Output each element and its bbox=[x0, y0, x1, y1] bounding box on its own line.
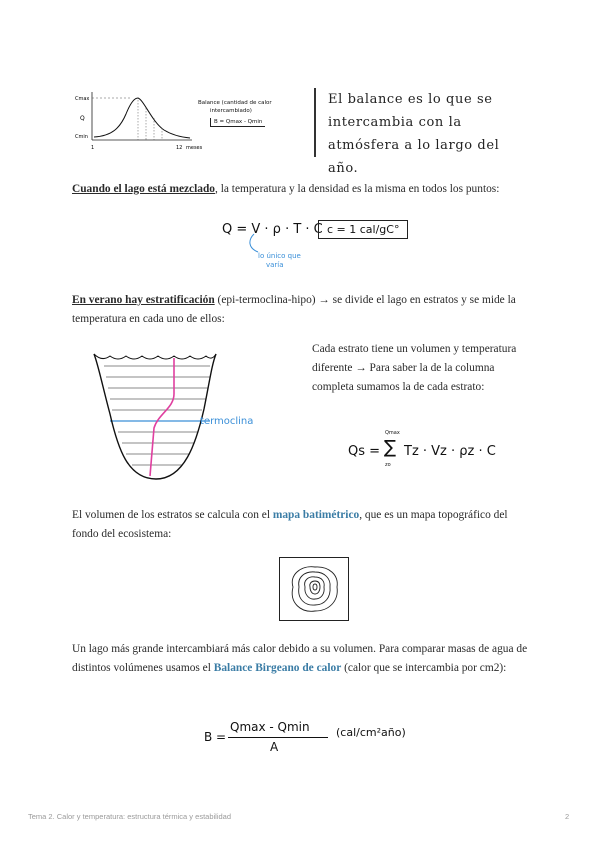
stratification-rest: (epi-termoclina-hipo) → se divide el lago en estratos y se mide la temperatura en cada uno de ellos: bbox=[72, 294, 516, 325]
bathymetric-before: El volumen de los estratos se calcula con el bbox=[72, 509, 273, 521]
stratum-lines bbox=[104, 366, 210, 465]
lake-basin bbox=[94, 354, 216, 479]
bathymetric-after: , que es un mapa topográfico del fondo del ecosistema: bbox=[72, 509, 508, 540]
heat-formula-main: Q = V · ρ · T · C bbox=[222, 222, 323, 237]
sum-top-label: Qmax bbox=[385, 430, 400, 436]
balance-note-line2: intercambiado) bbox=[210, 108, 252, 114]
birgean-formula-lhs: B = bbox=[204, 730, 227, 744]
birgean-after: (calor que se intercambia por cm2): bbox=[341, 662, 507, 674]
bathymetric-map bbox=[279, 557, 349, 621]
specific-heat-box bbox=[318, 220, 408, 239]
strata-formula bbox=[348, 430, 518, 474]
birgean-before: Un lago más grande intercambiará más calor debido a su volumen. Para comparar masas de agua de distintos volúmenes usamos el bbox=[72, 643, 528, 674]
footer-title: Tema 2. Calor y temperatura: estructura térmica y estabilidad bbox=[28, 812, 232, 821]
stratification-lead: En verano hay estratificación bbox=[72, 294, 215, 306]
specific-heat-value: c = 1 cal/gC° bbox=[327, 223, 400, 236]
balance-note bbox=[198, 99, 272, 127]
paragraph-stratification bbox=[72, 291, 532, 329]
strata-text: Cada estrato tiene un volumen y temperatura diferente → Para saber la de la columna completa sumamos la de cada estrato: bbox=[312, 343, 517, 393]
heat-formula bbox=[222, 222, 323, 237]
mixed-lake-lead: Cuando el lago está mezclado bbox=[72, 183, 216, 195]
thermocline-label: termoclina bbox=[200, 416, 254, 427]
temperature-profile bbox=[150, 358, 174, 476]
mixed-lake-rest: , la temperatura y la densidad es la misma en todos los puntos: bbox=[215, 183, 500, 195]
birgean-formula bbox=[204, 720, 434, 764]
x-label-start: 1 bbox=[91, 145, 95, 151]
sum-bottom-label: zo bbox=[385, 462, 391, 468]
volume-note-line1: lo único que bbox=[258, 252, 301, 260]
fraction-bar bbox=[228, 737, 328, 738]
strata-formula-lhs: Qs = bbox=[348, 444, 381, 459]
balance-quote bbox=[314, 88, 528, 176]
page-number: 2 bbox=[565, 812, 570, 821]
y-label-cmax: Cmax bbox=[75, 96, 90, 102]
sum-symbol: ∑ bbox=[384, 437, 397, 458]
birgean-balance-term: Balance Birgeano de calor bbox=[213, 662, 342, 674]
heat-curve-figure bbox=[72, 88, 212, 154]
paragraph-strata bbox=[312, 340, 530, 397]
stratified-lake-diagram bbox=[88, 344, 272, 484]
birgean-denominator: A bbox=[270, 740, 279, 754]
paragraph-birgean-balance bbox=[72, 640, 534, 678]
lake-surface bbox=[94, 354, 216, 359]
balance-note-line1: Balance (cantidad de calor bbox=[198, 100, 272, 106]
x-label-unit: meses bbox=[186, 145, 203, 151]
volume-note-line2: varía bbox=[266, 261, 284, 269]
balance-quote-text: El balance es lo que se intercambia con la atmósfera a lo largo del año. bbox=[328, 92, 500, 176]
y-label-q: Q bbox=[80, 115, 85, 122]
volume-note bbox=[258, 252, 301, 270]
birgean-units: (cal/cm²año) bbox=[336, 726, 406, 739]
strata-formula-terms: Tz · Vz · ρz · C bbox=[404, 444, 496, 459]
paragraph-mixed-lake bbox=[72, 180, 532, 199]
bathymetric-map-term: mapa batimétrico bbox=[272, 509, 360, 521]
y-label-cmin: Cmin bbox=[75, 134, 88, 140]
paragraph-bathymetric bbox=[72, 506, 532, 544]
heat-curve bbox=[94, 98, 190, 138]
birgean-numerator: Qmax - Qmin bbox=[230, 720, 310, 734]
balance-note-formula: B = Qmax - Qmin bbox=[210, 118, 265, 127]
x-label-end: 12 bbox=[176, 145, 183, 151]
